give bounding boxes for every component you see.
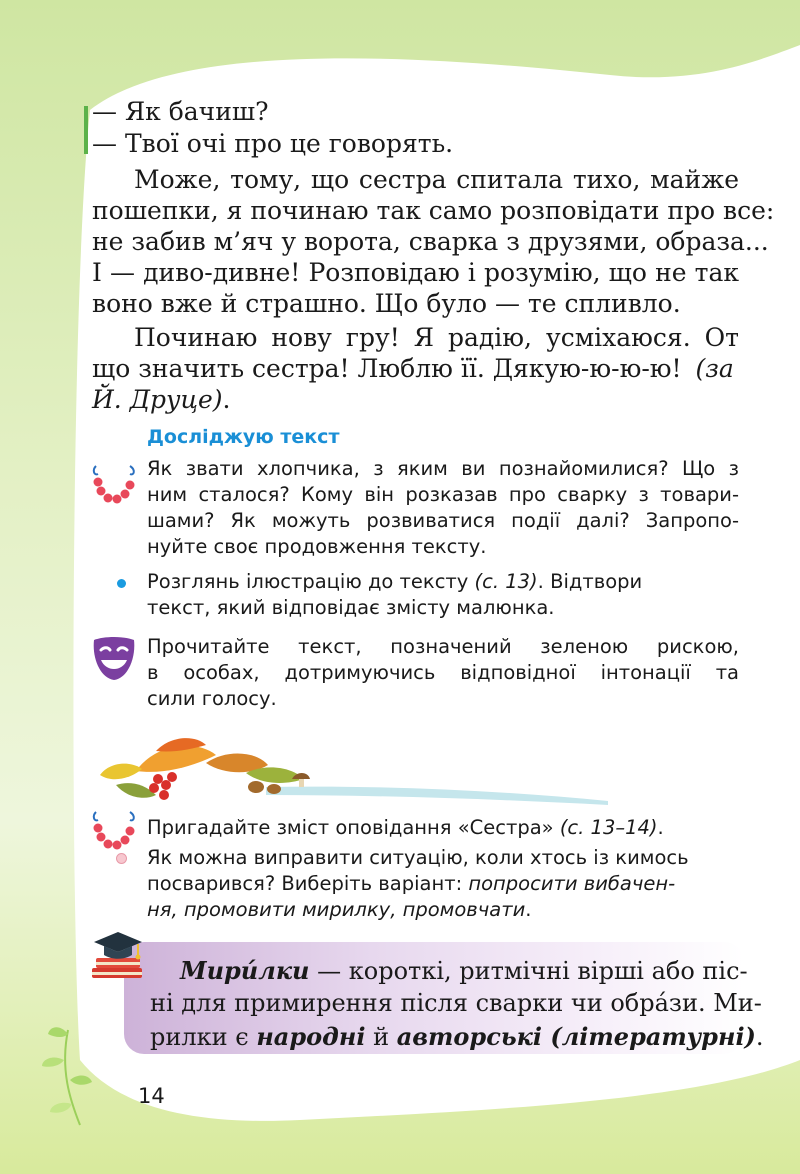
- question-2-line-2: текст, який відповідає змісту малюнка.: [147, 596, 555, 619]
- attribution-author: Й. Друце): [92, 385, 223, 414]
- question-1-line-3: шами? Як можуть розвиватися події далі? Запропо-: [147, 509, 739, 532]
- bullet-icon: [116, 853, 127, 864]
- theater-mask-icon: [90, 634, 138, 682]
- question-3-line-1: Прочитайте текст, позначений зеленою рискою,: [147, 635, 739, 658]
- page-reference: (с. 13–14): [559, 816, 658, 839]
- autumn-leaves-decoration: [96, 735, 616, 810]
- definition-line-2: ні для примирення після сварки чи обра́зи. Ми-: [150, 989, 762, 1017]
- dialogue-margin-bar: [84, 106, 88, 154]
- question-2-line-1: Розглянь ілюстрацію до тексту (с. 13). Відтвори: [147, 570, 643, 593]
- story-attribution: Й. Друце).: [92, 385, 231, 414]
- question-1-line-1: Як звати хлопчика, з яким ви познайомилися? Що з: [147, 457, 739, 480]
- story-p2-line-1: Починаю нову гру! Я радію, усміхаюся. От: [134, 323, 739, 352]
- story-line-1: — Як бачиш?: [92, 97, 269, 126]
- story-line-2: — Твої очі про це говорять.: [92, 129, 454, 158]
- question-5-line-3: ня, промовити мирилку, промовчати.: [147, 898, 532, 921]
- question-1-line-2: ним сталося? Кому він розказав про сварку з товари-: [147, 483, 739, 506]
- page-reference: (с. 13): [474, 570, 538, 593]
- attribution-open: (за: [695, 354, 734, 383]
- section-heading: Досліджую текст: [147, 426, 340, 448]
- beads-icon: [90, 460, 138, 506]
- question-4: Пригадайте зміст оповідання «Сестра» (с. 13–14).: [147, 816, 664, 839]
- page-number: 14: [138, 1084, 165, 1108]
- definition-line-3: рилки є народні й авторські (літературні).: [150, 1022, 764, 1051]
- question-3-line-2: в особах, дотримуючись відповідної інтонації та: [147, 661, 739, 684]
- definition-line-1: Мири́лки — короткі, ритмічні вірші або піс-: [180, 956, 748, 985]
- story-p1-line-5: воно вже й страшно. Що було — те спливло.: [92, 289, 681, 318]
- beads-icon: [90, 806, 138, 852]
- story-p1-line-4: І — диво-дивне! Розповідаю і розумію, що не так: [92, 258, 739, 287]
- question-1-line-4: нуйте своє продовження тексту.: [147, 535, 487, 558]
- question-5-line-1: Як можна виправити ситуацію, коли хтось із кимось: [147, 846, 689, 869]
- graduation-cap-books-icon: [88, 928, 148, 986]
- story-p1-line-3: не забив м’яч у ворота, сварка з друзями, образа...: [92, 227, 769, 256]
- bullet-icon: [117, 579, 126, 588]
- definition-term: Мири́лки: [180, 956, 310, 985]
- question-5-line-2: посварився? Виберіть варіант: попросити вибачен-: [147, 872, 676, 895]
- story-p1-line-2: пошепки, я починаю так само розповідати про все:: [92, 196, 775, 225]
- green-sprig-decoration: [20, 1020, 100, 1130]
- question-3-line-3: сили голосу.: [147, 687, 277, 710]
- story-p2-line-2: що значить сестра! Люблю її. Дякую-ю-ю-ю! (за: [92, 354, 734, 383]
- story-p1-line-1: Може, тому, що сестра спитала тихо, майже: [134, 165, 739, 194]
